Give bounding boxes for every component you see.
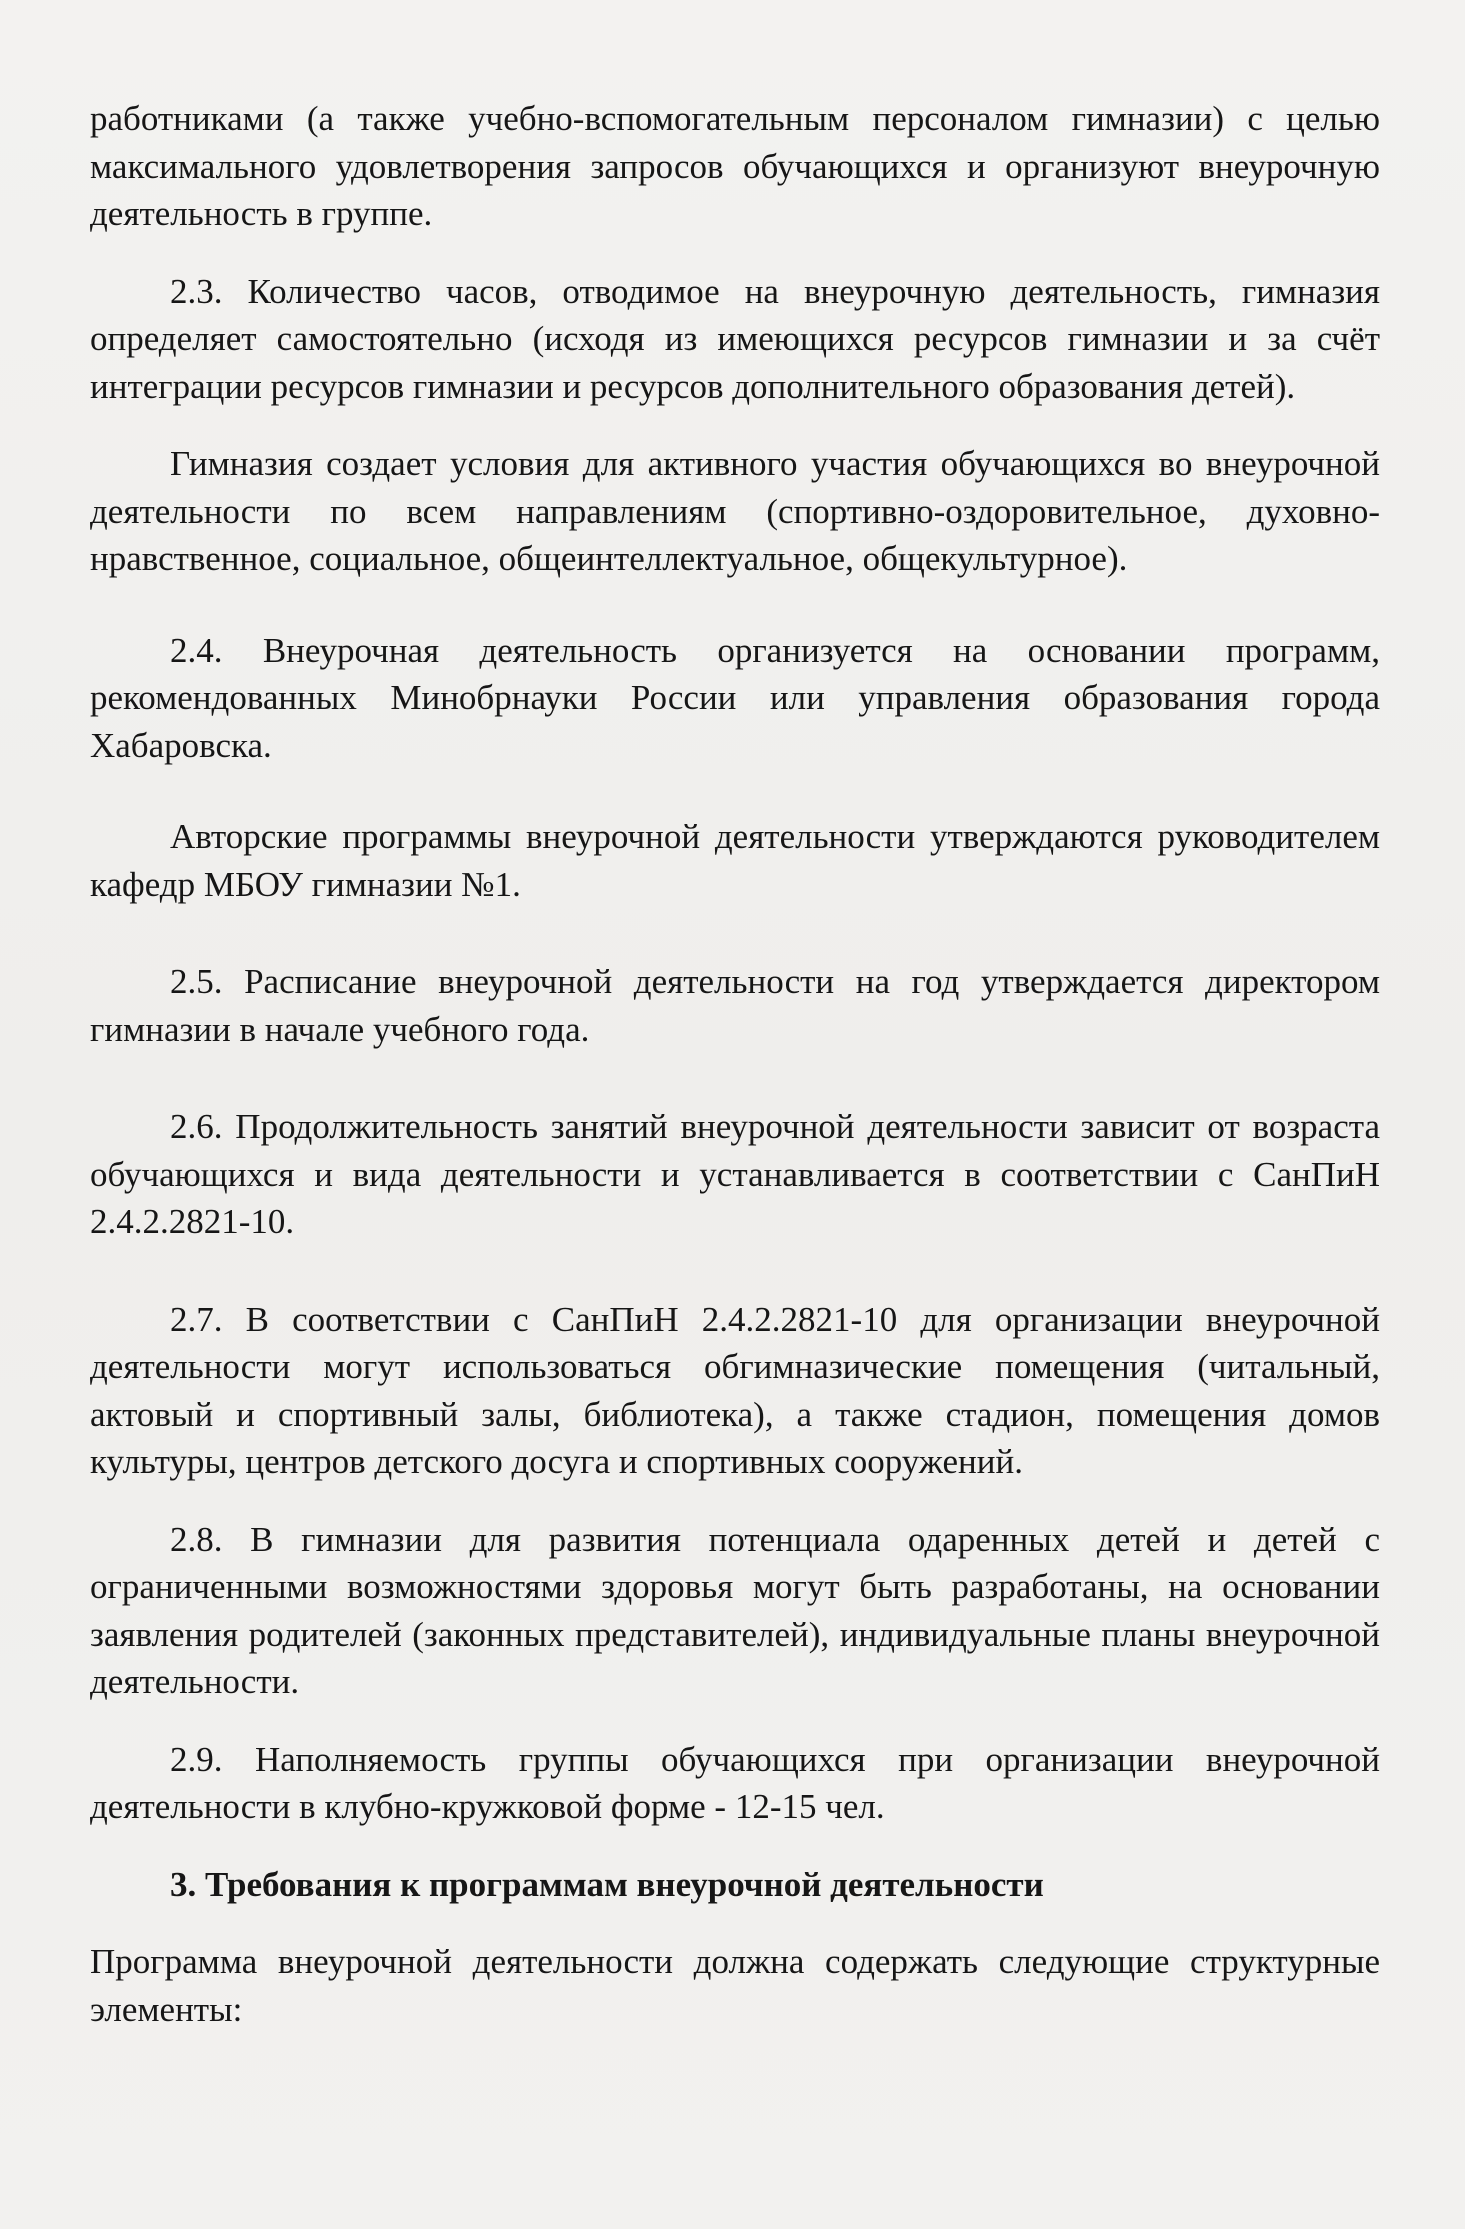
section-heading: 3. Требования к программам внеурочной деятельности (170, 1864, 1044, 1904)
paragraph-2-9: 2.9. Наполняемость группы обучающихся при организации внеурочной деятельности в клубно-кружковой форме - 12-15 чел. (90, 1739, 1380, 1826)
document-body (90, 95, 1380, 2033)
paragraph-2-3: 2.3. Количество часов, отводимое на внеурочную деятельность, гимназия определяет самостоятельно (исходя из имеющихся ресурсов гимназии и за счёт интеграции ресурсов гимназии и ресурсов дополнительного образования детей). (90, 271, 1380, 406)
paragraph-closing: Программа внеурочной деятельности должна содержать следующие структурные элементы: (90, 1942, 1380, 2029)
paragraph-2-6: 2.6. Продолжительность занятий внеурочной деятельности зависит от возраста обучающихся и вида деятельности и устанавливается в соответствии с СанПиН 2.4.2.2821-10. (90, 1107, 1380, 1241)
paragraph-2-4: 2.4. Внеурочная деятельность организуется на основании программ, рекомендованных Минобрнауки России или управления образования города Хабаровска. (90, 630, 1380, 765)
paragraph-gymnasium-conditions: Гимназия создает условия для активного участия обучающихся во внеурочной деятельности по всем направлениям (спортивно-оздоровительное, духовно-нравственное, социальное, общеинтеллектуальное, общекультурное). (90, 444, 1380, 578)
paragraph-intro: работниками (а также учебно-вспомогательным персоналом гимназии) с целью максимального удовлетворения запросов обучающихся и организуют внеурочную деятельность в группе. (90, 99, 1380, 233)
paragraph-2-5: 2.5. Расписание внеурочной деятельности на год утверждается директором гимназии в начале учебного года. (90, 962, 1380, 1049)
paragraph-2-7: 2.7. В соответствии с СанПиН 2.4.2.2821-10 для организации внеурочной деятельности могут использоваться обгимназические помещения (читальный, актовый и спортивный залы, библиотека), а также стадион, помещения домов культуры, центров детского досуга и спортивных сооружений. (90, 1299, 1380, 1481)
paragraph-2-8: 2.8. В гимназии для развития потенциала одаренных детей и детей с ограниченными возможностями здоровья могут быть разработаны, на основании заявления родителей (законных представителей), индивидуальные планы внеурочной деятельности. (90, 1519, 1380, 1701)
paragraph-author-programs: Авторские программы внеурочной деятельности утверждаются руководителем кафедр МБОУ гимназии №1. (90, 817, 1380, 904)
